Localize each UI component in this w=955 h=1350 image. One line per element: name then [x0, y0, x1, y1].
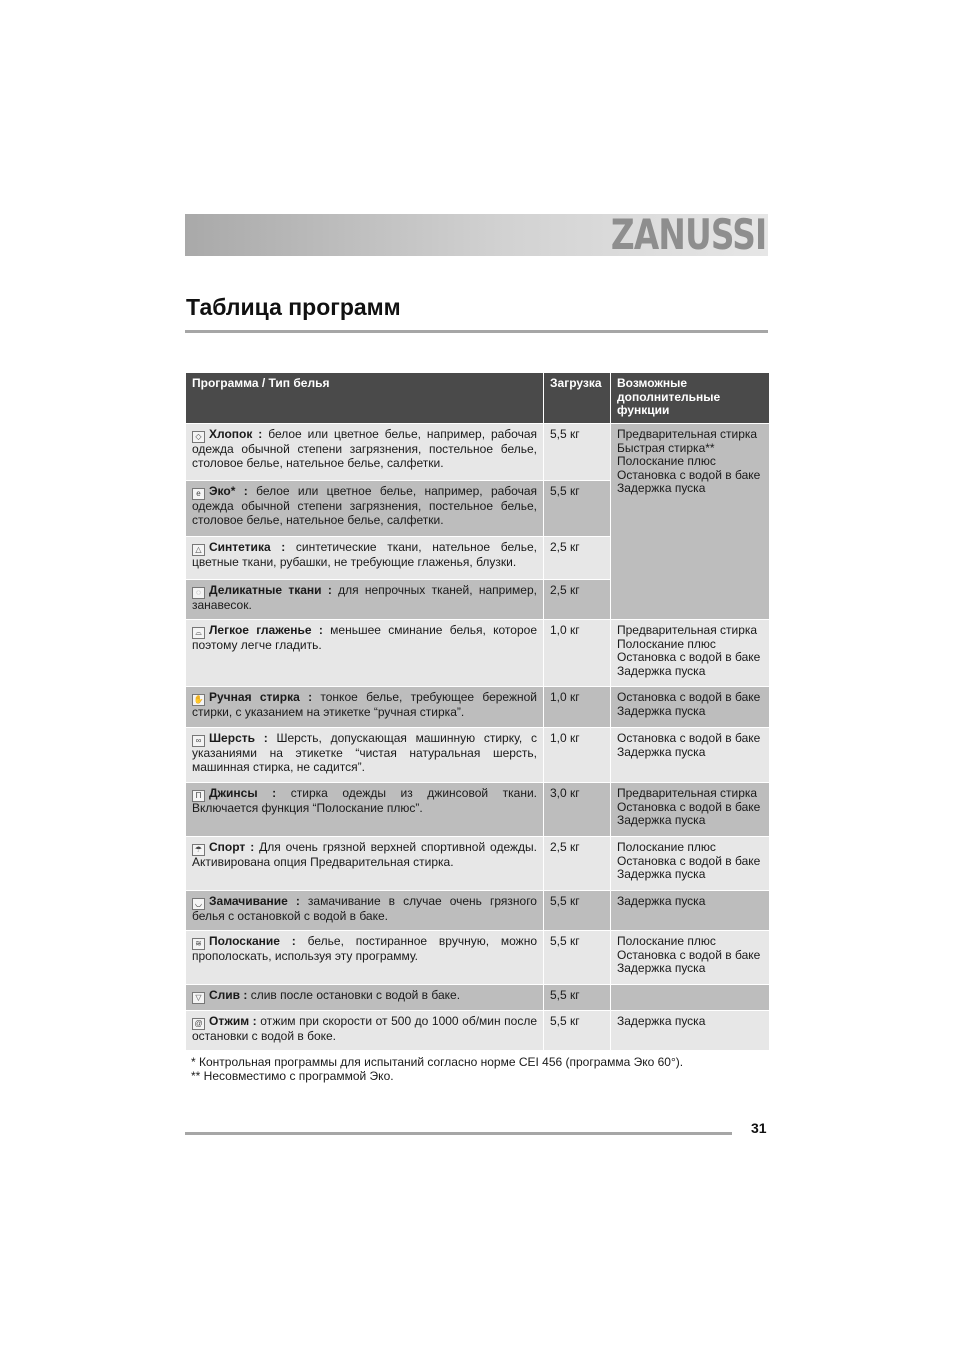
load-cell: 2,5 кг — [544, 537, 611, 580]
zanussi-logo: ZANUSSI — [610, 210, 766, 259]
delicates-icon: ◌ — [192, 587, 205, 599]
functions-cell: Остановка с водой в баке Задержка пуска — [611, 687, 770, 728]
table-row — [186, 1011, 770, 1051]
load-cell: 1,0 кг — [544, 620, 611, 687]
load-cell: 1,0 кг — [544, 728, 611, 783]
easy-iron-icon: ⌓ — [192, 627, 205, 639]
jeans-icon: Π — [192, 790, 205, 802]
functions-cell: Полоскание плюс Остановка с водой в баке Задержка пуска — [611, 837, 770, 891]
table-row — [186, 931, 770, 985]
load-cell: 1,0 кг — [544, 687, 611, 728]
load-cell: 2,5 кг — [544, 837, 611, 891]
load-cell: 5,5 кг — [544, 931, 611, 985]
table-row — [186, 985, 770, 1011]
program-cell: ◌ Деликатные ткани : для непрочных тканей, например, занавесок. — [186, 580, 544, 620]
table-row — [186, 728, 770, 783]
footnotes — [191, 1055, 683, 1083]
load-cell: 3,0 кг — [544, 783, 611, 837]
sport-icon: ☂ — [192, 844, 205, 856]
program-cell: ☂ Спорт : Для очень грязной верхней спортивной одежды. Активирована опция Предварительная стирка. — [186, 837, 544, 891]
page-title: Таблица программ — [186, 294, 401, 320]
functions-cell: Предварительная стирка Полоскание плюс Остановка с водой в баке Задержка пуска — [611, 620, 770, 687]
program-cell: ⌓ Легкое глаженье : меньшее сминание белья, которое поэтому легче гладить. — [186, 620, 544, 687]
table-row — [186, 687, 770, 728]
load-cell: 5,5 кг — [544, 1011, 611, 1051]
hand-wash-icon: ✋ — [193, 695, 204, 704]
functions-cell — [611, 985, 770, 1011]
spin-icon: @ — [192, 1018, 205, 1030]
functions-cell: Остановка с водой в баке Задержка пуска — [611, 728, 770, 783]
table-row — [186, 891, 770, 931]
program-cell: Π Джинсы : стирка одежды из джинсовой ткани. Включается функция “Полоскание плюс”. — [186, 783, 544, 837]
table-row — [186, 620, 770, 687]
eco-icon: e — [192, 488, 205, 500]
title-divider — [185, 330, 768, 333]
functions-cell: Задержка пуска — [611, 1011, 770, 1051]
program-cell: ◇ Хлопок : белое или цветное белье, например, рабочая одежда обычной степени загрязнения, постельное белье, столовое белье, нательное белье, салфетки. — [186, 424, 544, 481]
program-cell: ≋ Полоскание : белье, постиранное вручную, можно прополоскать, используя эту программу. — [186, 931, 544, 985]
wool-icon: ∞ — [192, 735, 205, 747]
synthetics-icon: △ — [192, 544, 205, 556]
load-cell: 5,5 кг — [544, 891, 611, 931]
load-cell: 5,5 кг — [544, 424, 611, 481]
program-cell: △ Синтетика : синтетические ткани, нательное белье, цветные ткани, рубашки, не требующие глаженья, блузки. — [186, 537, 544, 580]
cotton-icon: ◇ — [192, 431, 205, 443]
page-number: 31 — [751, 1120, 767, 1136]
brand-banner — [185, 210, 768, 259]
functions-cell: Предварительная стирка Остановка с водой в баке Задержка пуска — [611, 783, 770, 837]
program-cell: ▽ Слив : слив после остановки с водой в баке. — [186, 985, 544, 1011]
program-cell: e Эко* : белое или цветное белье, например, рабочая одежда обычной степени загрязнения, постельное белье, столовое белье, нательное белье, салфетки. — [186, 481, 544, 537]
footnote-1: * Контрольная программы для испытаний согласно норме CEI 456 (программа Эко 60°). — [191, 1055, 684, 1069]
table-row — [186, 837, 770, 891]
footnote-2: ** Несовместимо с программой Эко. — [191, 1069, 394, 1083]
header-load: Загрузка — [544, 373, 611, 424]
footer-divider — [185, 1132, 732, 1135]
load-cell: 2,5 кг — [544, 580, 611, 620]
load-cell: 5,5 кг — [544, 481, 611, 537]
soak-icon: ◡ — [192, 898, 205, 910]
program-table — [185, 372, 770, 1051]
table-row — [186, 783, 770, 837]
program-cell: ∞ Шерсть : Шерсть, допускающая машинную стирку, с указаниями на этикетке “чистая натуральная шерсть, машинная стирка, не садится”. — [186, 728, 544, 783]
rinse-icon: ≋ — [192, 938, 205, 950]
table-header — [186, 373, 770, 424]
functions-cell: Предварительная стирка Быстрая стирка** Полоскание плюс Остановка с водой в баке Задержка пуска — [611, 424, 770, 620]
header-functions: Возможные дополнительные функции — [611, 373, 770, 424]
drain-icon: ▽ — [192, 992, 205, 1004]
load-cell: 5,5 кг — [544, 985, 611, 1011]
functions-cell: Задержка пуска — [611, 891, 770, 931]
functions-cell: Полоскание плюс Остановка с водой в баке Задержка пуска — [611, 931, 770, 985]
program-cell: @ Отжим : отжим при скорости от 500 до 1000 об/мин после остановки с водой в боке. — [186, 1011, 544, 1051]
program-cell: ◡ Замачивание : замачивание в случае очень грязного белья с остановкой с водой в баке. — [186, 891, 544, 931]
table-row — [186, 424, 770, 481]
header-program: Программа / Тип белья — [186, 373, 544, 424]
program-cell: ✋ Ручная стирка : тонкое белье, требующее бережной стирки, с указанием на этикетке “ручная стирка”. — [186, 687, 544, 728]
